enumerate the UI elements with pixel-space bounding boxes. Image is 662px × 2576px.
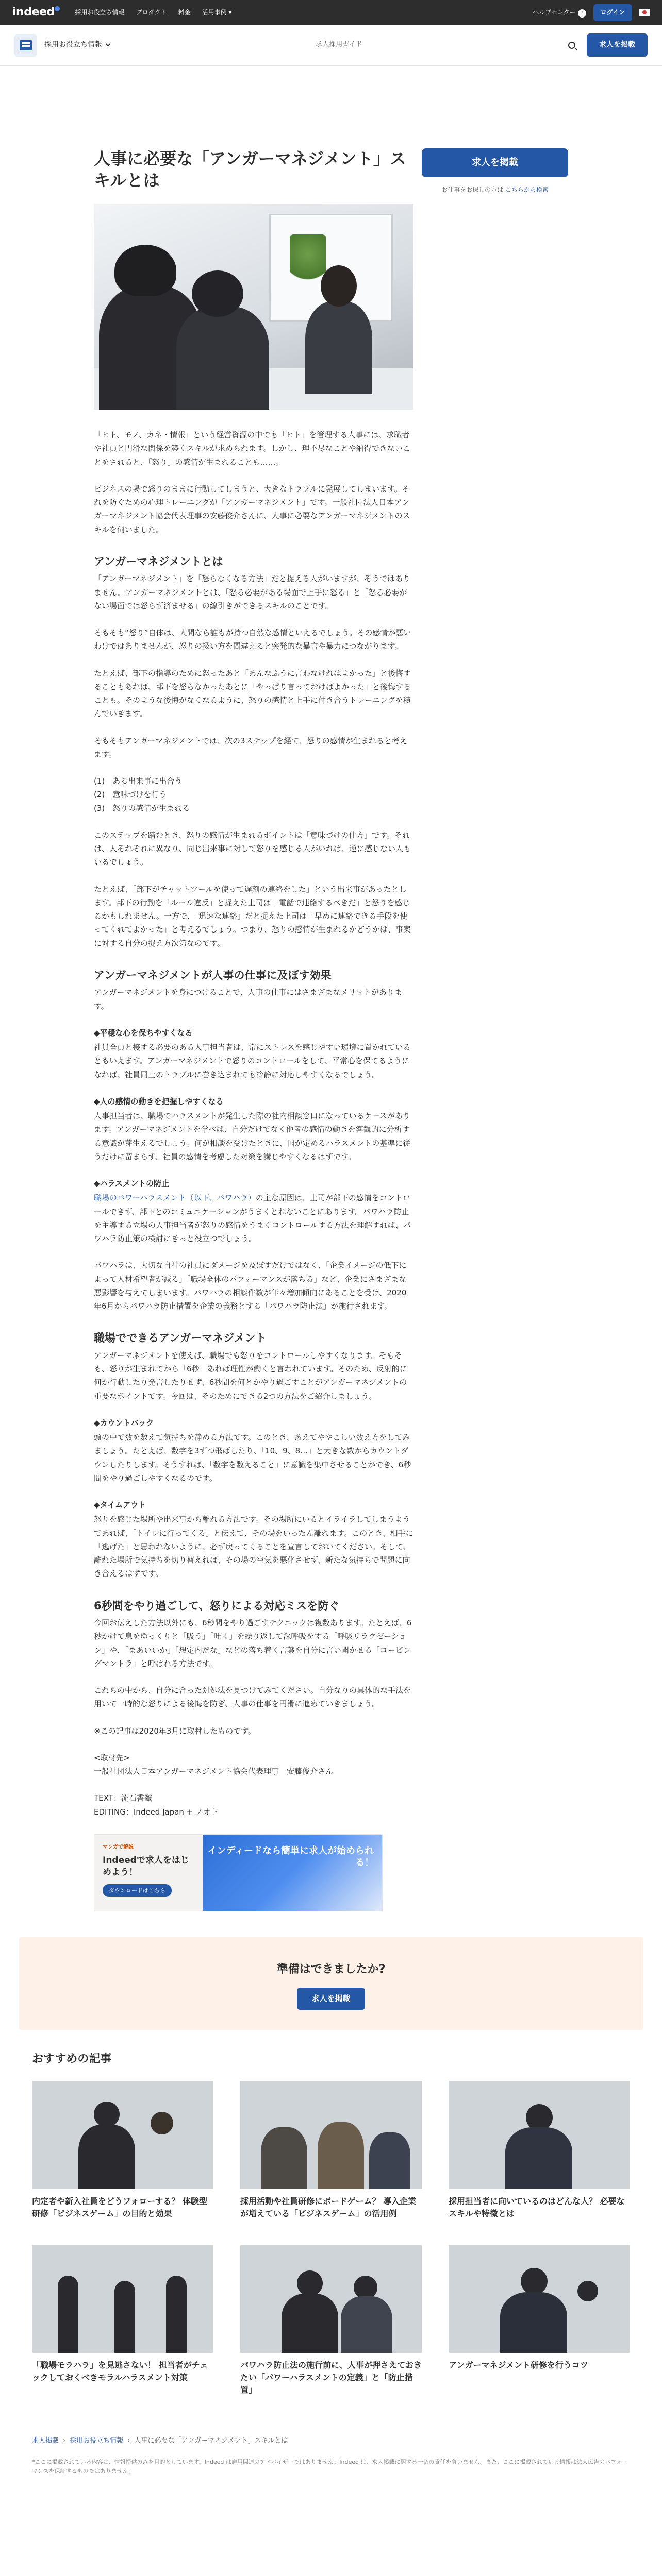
hero-person-2-head <box>192 270 243 317</box>
main-container <box>94 66 568 1911</box>
nav-item-case-studies[interactable]: 活用事例 ▾ <box>202 8 232 16</box>
thumb-figure <box>282 2294 338 2353</box>
logo-dot-icon <box>55 6 60 11</box>
paragraph: そもそもアンガーマネジメントでは、次の3ステップを経て、怒りの感情が生まれると考えます。 <box>94 736 407 759</box>
sidebar <box>422 148 568 195</box>
power-harassment-link[interactable]: 職場のパワーハラスメント（以下、パワハラ） <box>94 1193 256 1203</box>
article-card-title: 採用活動や社員研修にボードゲーム？ 導入企業が増えている「ビジネスゲーム」の活用例 <box>240 2196 417 2218</box>
breadcrumb-item-job-posting[interactable]: 求人掲載 <box>32 2436 59 2445</box>
section-heading-4: 6秒間をやり過ごして、怒りによる対応ミスを防ぐ <box>94 1599 340 1612</box>
article-card[interactable] <box>32 2245 213 2396</box>
section-title-dropdown[interactable]: 採用お役立ち情報 <box>44 39 110 52</box>
thumb-figure <box>500 2292 567 2353</box>
article-card-title: アンガーマネジメント研修を行うコツ <box>449 2360 588 2370</box>
anger-steps-list <box>94 774 413 815</box>
thumb-figure <box>78 2125 135 2189</box>
hero-image <box>94 204 413 410</box>
thumb-head <box>94 2102 120 2127</box>
subheading: ◆タイムアウト <box>94 1500 146 1510</box>
paragraph: そもそも“怒り”自体は、人間なら誰もが持つ自然な感情といえるでしょう。その感情が悪いわけではありませんが、怒りの扱い方を間違えると突発的な暴言や暴力につながります。 <box>94 628 411 651</box>
breadcrumb-separator-icon: › <box>127 2436 130 2445</box>
paragraph: パワハラは、大切な自社の社員にダメージを及ぼすだけではなく、「企業イメージの低下によって人材希望者が減る」「職場全体のパフォーマンスが落ちる」など、企業にさまざまな悪影響を与えてしまいます。パワハラの相談件数が年々増加傾向にあることを受け、2020年6月からパワハラ防止措置を企業の義務とする「パワハラ防止法」が施行されます。 <box>94 1261 407 1311</box>
ready-cta-section <box>19 1937 643 2030</box>
text-credit: TEXT：流石香織 <box>94 1793 152 1803</box>
article-card[interactable] <box>240 2245 422 2396</box>
thumb-figure <box>166 2276 187 2353</box>
article-thumbnail <box>449 2081 630 2189</box>
article-thumbnail <box>449 2245 630 2353</box>
subheading: ◆人の感情の動きを把握しやすくなる <box>94 1096 224 1106</box>
article-card[interactable] <box>32 2081 213 2220</box>
paragraph: アンガーマネジメントを身につけることで、人事の仕事にはさまざまなメリットがあります。 <box>94 988 402 1011</box>
article-card-title: 内定者や新入社員をどうフォローする？ 体験型研修「ビジネスゲーム」の目的と効果 <box>32 2196 207 2218</box>
hero-person-2-body <box>176 307 269 410</box>
section-center-label: 求人採用ガイド <box>316 41 362 49</box>
banner-title: Indeedで求人をはじめよう！ <box>103 1855 189 1877</box>
paragraph: 職場のパワーハラスメント（以下、パワハラ）の主な原因は、上司が部下の感情をコントロールできず、部下とのコミュニケーションがうまくとれないことにあります。パワハラ防止を主導する立場の人事担当者が怒りの感情をうまくコントロールする方法を理解すれば、パワハラ防止策の検討にきっと役立つでしょう。 <box>94 1193 411 1244</box>
recommended-grid <box>32 2081 630 2396</box>
list-item: (2) 意味づけを行う <box>94 790 167 800</box>
thumb-head <box>577 2281 598 2301</box>
post-job-button-header[interactable]: 求人を掲載 <box>587 33 648 57</box>
interview-note: ※この記事は2020年3月に取材したものです。 <box>94 1726 256 1736</box>
article-thumbnail <box>32 2245 213 2353</box>
help-center-link[interactable]: ヘルプセンター ? <box>533 7 586 18</box>
article-card-title: 「職場モラハラ」を見逃さない！ 担当者がチェックしておくべきモラルハラスメント対策 <box>32 2360 208 2382</box>
indeed-logo[interactable]: indeed <box>12 3 61 23</box>
banner-download-button[interactable]: ダウンロードはこちら <box>103 1884 172 1897</box>
hero-person-3-head <box>321 265 357 307</box>
subheading: ◆平穏な心を保ちやすくなる <box>94 1028 193 1038</box>
list-item: (1) ある出来事に出合う <box>94 776 183 786</box>
nav-item-products[interactable]: プロダクト <box>136 8 167 16</box>
thumb-figure <box>114 2281 135 2353</box>
article-thumbnail <box>240 2245 422 2353</box>
article-card[interactable] <box>449 2245 630 2396</box>
hero-person-3-body <box>305 301 372 394</box>
nav-item-pricing[interactable]: 料金 <box>178 8 191 16</box>
banner-left <box>94 1835 203 1911</box>
paragraph: 頭の中で数を数えて気持ちを静める方法です。このとき、あえてややこしい数え方をしてみましょう。たとえば、数字を3ずつ飛ばしたり、「10、9、8…」と大きな数からカウントダウンしたりします。そうすれば、「数字を数えること」に意識を集中させることができ、6秒間をやり過ごしやすくなるのです。 <box>94 1433 411 1483</box>
thumb-head <box>521 2268 548 2295</box>
article-card-title: パワハラ防止法の施行前に、人事が押さえておきたい「パワーハラスメントの定義」と「防止措置」 <box>240 2360 422 2395</box>
paragraph: たとえば、「部下がチャットツールを使って遅刻の連絡をした」という出来事があったとします。部下の行動を「ルール違反」と捉えた上司は「電話で連絡するべきだ」と怒りを感じるかもしれません。一方で、「迅速な連絡」だと捉えた上司は「早めに連絡できる手段を使ってくれてよかった」と考えるでしょう。つまり、怒りの感情が生まれるかどうかは、事案に対する自分の捉え方次第なのです。 <box>94 884 411 948</box>
footer-disclaimer: *ここに掲載されている内容は、情報提供のみを目的としています。Indeed は雇用関連のアドバイザーではありません。Indeed は、求人掲載に関する一切の責任を負いません。また、ここに掲載されている情報は法人広告のパフォーマンスを保証するものではありません。 <box>32 2458 627 2475</box>
login-button[interactable]: ログイン <box>593 4 632 21</box>
article-thumbnail <box>240 2081 422 2189</box>
paragraph: 怒りを感じた場所や出来事から離れる方法です。その場所にいるとイライラしてしまうようであれば、「トイレに行ってくる」と伝えて、その場をいったん離れます。このとき、相手に「逃げた」と思われないように、必ず戻ってくることを宣言しておいてください。そして、離れた場所で気持ちを切り替えれば、その場の空気を悪化させず、新たな気持ちで問題に向き合えるはずです。 <box>94 1515 413 1579</box>
recommended-articles <box>32 2050 630 2396</box>
section-heading-1: アンガーマネジメントとは <box>94 555 223 568</box>
question-icon: ? <box>578 9 586 18</box>
editing-credit: EDITING：Indeed Japan + ノオト <box>94 1807 219 1817</box>
thumb-figure <box>505 2127 572 2189</box>
thumb-head <box>297 2270 323 2296</box>
paragraph: 今回お伝えした方法以外にも、6秒間をやり過ごすテクニックは複数あります。たとえば、6秒かけて息をゆっくりと「吸う」「吐く」を繰り返して深呼吸をする「呼吸リラクゼーション」や、「まあいいか」「想定内だな」などの落ち着く言葉を自分に言い聞かせる「コーピングマントラ」と呼ばれる方法です。 <box>94 1618 412 1668</box>
section-heading-3: 職場でできるアンガーマネジメント <box>94 1332 267 1345</box>
job-search-link[interactable]: こちらから検索 <box>505 186 549 193</box>
paragraph: 人事担当者は、職場でハラスメントが発生した際の社内相談窓口になっているケースがあります。アンガーマネジメントを学べば、自分だけでなく他者の感情の動きを客観的に分析する意識が芽生えるでしょう。何が相談を受けたときに、国が定めるハラスメントの基準に従うだけに留まらず、社員の感情を考慮した対策を講じやすくなるはずです。 <box>94 1111 411 1161</box>
subheading: ◆カウントバック <box>94 1418 154 1428</box>
intro-paragraph-2: ビジネスの場で怒りのままに行動してしまうと、大きなトラブルに発展してしまいます。それを防ぐための心理トレーニングが「アンガーマネジメント」です。一般社団法人日本アンガーマネジメント協会代表理事の安藤俊介さんに、人事に必要なアンガーマネジメントのスキルを伺いました。 <box>94 484 410 534</box>
paragraph: たとえば、部下の指導のために怒ったあと「あんなふうに言わなければよかった」と後悔することもあれば、部下を怒らなかったあとに「やっぱり言っておけばよかった」と後悔することも。そのような後悔がなくなるように、怒りの感情と上手に付き合うトレーニングを積んでいきます。 <box>94 668 411 719</box>
breadcrumb-separator-icon: › <box>63 2436 66 2445</box>
article-card[interactable] <box>449 2081 630 2220</box>
paragraph: 「アンガーマネジメント」を「怒らなくなる方法」だと捉える人がいますが、そうではありません。アンガーマネジメントとは、「怒る必要がある場面で上手に怒る」と「怒る必要がない場面では怒らず済ませる」の線引きができるスキルのことです。 <box>94 574 410 611</box>
paragraph: アンガーマネジメントを使えば、職場でも怒りをコントロールしやすくなります。そもそも、怒りが生まれてから「6秒」あれば理性が働くと言われています。そのため、反射的に何か行動したり発言したりせず、6秒間を何とかやり過ごすことがアンガーマネジメントの重要なポイントです。今回は、そのためにできる2つの方法をご紹介しましょう。 <box>94 1350 407 1401</box>
nav-item-resources[interactable]: 採用お役立ち情報 <box>75 8 125 16</box>
credit-body: 一般社団法人日本アンガーマネジメント協会代表理事 安藤俊介さん <box>94 1767 333 1776</box>
thumb-figure <box>341 2296 392 2353</box>
resources-icon <box>14 34 37 57</box>
post-job-button-sidebar[interactable]: 求人を掲載 <box>422 148 568 177</box>
top-right-actions <box>533 4 650 21</box>
breadcrumb-item-current: 人事に必要な「アンガーマネジメント」スキルとは <box>134 2436 288 2445</box>
intro-paragraph-1: 「ヒト、モノ、カネ・情報」という経営資源の中でも「ヒト」を管理する人事には、求職者や社員と円滑な関係を築くスキルが求められます。しかし、理不尽なことや納得できないことをされると、「怒り」の感情が生まれることも……。 <box>94 430 410 467</box>
thumb-figure <box>369 2132 410 2189</box>
article-thumbnail <box>32 2081 213 2189</box>
top-nav <box>75 7 232 18</box>
paragraph: このステップを踏むとき、怒りの感情が生まれるポイントは「意味づけの仕方」です。それは、人それぞれに異なり、同じ出来事に対して怒りを感じる人がいれば、逆に感じない人もいるでしょう。 <box>94 830 411 867</box>
hero-person-1-head <box>114 245 176 296</box>
article <box>94 66 413 1911</box>
paragraph: これらの中から、自分に合った対処法を見つけてみてください。自分なりの具体的な手法を用いて一時的な怒りによる後悔を防ぎ、人事の仕事を円滑に進めていきましょう。 <box>94 1686 411 1709</box>
paragraph: 社員全員と接する必要のある人事担当者は、常にストレスを感じやすい環境に置かれているともいえます。アンガーマネジメントで怒りのコントロールをして、平常心を保てるようになれば、社員同士のトラブルに巻き込まれても冷静に対応しやすくなるでしょう。 <box>94 1043 411 1079</box>
thumb-figure <box>261 2127 307 2189</box>
banner-illustration <box>203 1835 382 1911</box>
credit-label: <取材先> <box>94 1753 130 1762</box>
article-title: 人事に必要な「アンガーマネジメント」スキルとは <box>94 149 406 190</box>
search-icon[interactable] <box>568 42 575 49</box>
manga-banner[interactable] <box>94 1834 383 1911</box>
breadcrumb-item-resources[interactable]: 採用お役立ち情報 <box>70 2436 124 2445</box>
banner-side-text: インディードなら簡単に求人が始められる！ <box>207 1845 374 1869</box>
section-header <box>0 25 662 66</box>
thumb-head <box>151 2112 173 2134</box>
post-job-button-cta[interactable]: 求人を掲載 <box>297 1988 365 2009</box>
thumb-figure <box>318 2122 364 2189</box>
top-navigation-bar <box>0 0 662 25</box>
job-search-note: お仕事をお探しの方は こちらから検索 <box>441 186 549 193</box>
banner-tag: マンガで解説 <box>103 1844 134 1850</box>
ready-title: 準備はできましたか? <box>276 1962 386 1976</box>
breadcrumb <box>32 2425 630 2447</box>
list-item: (3) 怒りの感情が生まれる <box>94 803 190 813</box>
japan-flag-icon[interactable] <box>639 9 650 16</box>
recommended-title: おすすめの記事 <box>32 2052 112 2065</box>
article-card-title: 採用担当者に向いているのはどんな人？ 必要なスキルや特徴とは <box>449 2196 625 2218</box>
section-heading-2: アンガーマネジメントが人事の仕事に及ぼす効果 <box>94 969 332 981</box>
subheading: ◆ハラスメントの防止 <box>94 1179 170 1189</box>
article-card[interactable] <box>240 2081 422 2220</box>
thumb-figure <box>58 2276 78 2353</box>
